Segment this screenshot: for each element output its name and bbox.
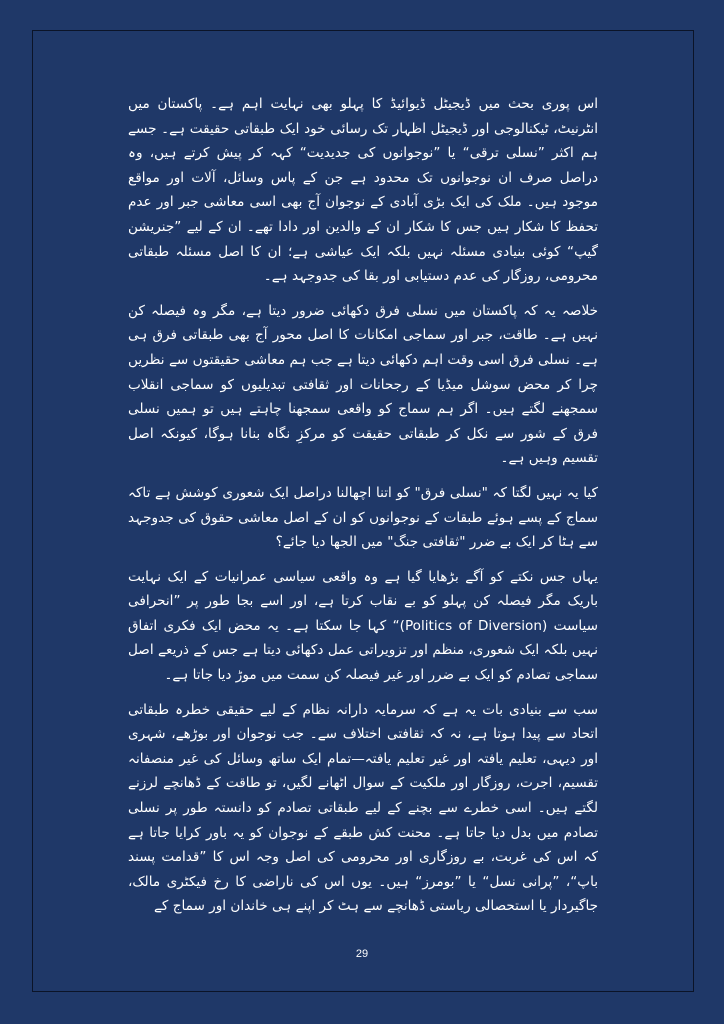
article-body xyxy=(128,92,598,929)
page-number: 29 xyxy=(355,948,369,960)
paragraph: یہاں جس نکتے کو آگے بڑھایا گیا ہے وہ واقعی سیاسی عمرانیات کے ایک نہایت باریک مگر فیصلہ کن پہلو کو بے نقاب کرتا ہے، اور اسے بجا طور پر ”انحرافی سیاست (Politics of Diversion)“ کہا جا سکتا ہے۔ یہ محض ایک فکری اتفاق نہیں بلکہ ایک شعوری، منظم اور تزویراتی عمل دکھائی دیتا ہے جس کے ذریعے اصل سماجی تصادم کو ایک بے ضرر اور غیر فیصلہ کن سمت میں موڑ دیا جاتا ہے۔ xyxy=(128,568,598,684)
paragraph: اس پوری بحث میں ڈیجیٹل ڈیوائیڈ کا پہلو بھی نہایت اہم ہے۔ پاکستان میں انٹرنیٹ، ٹیکنالوجی اور ڈیجیٹل اظہار تک رسائی خود ایک طبقاتی حقیقت ہے۔ جسے ہم اکثر ”نسلی ترقی“ یا ”نوجوانوں کی جدیدیت“ کہہ کر پیش کرتے ہیں، وہ دراصل صرف ان نوجوانوں تک محدود ہے جن کے پاس وسائل، آلات اور مواقع موجود ہیں۔ ملک کی ایک بڑی آبادی کے نوجوان آج بھی اسی معاشی جبر اور عدم تحفظ کا شکار ہیں جس کا شکار ان کے والدین اور دادا تھے۔ ان کے لیے ”جنریشن گیپ“ کوئی بنیادی مسئلہ نہیں بلکہ ایک عیاشی ہے؛ ان کا اصل مسئلہ طبقاتی محرومی، روزگار کی عدم دستیابی اور بقا کی جدوجہد ہے۔ xyxy=(128,96,598,285)
paragraph: سب سے بنیادی بات یہ ہے کہ سرمایہ دارانہ نظام کے لیے حقیقی خطرہ طبقاتی اتحاد سے پیدا ہوتا ہے، نہ کہ ثقافتی اختلاف سے۔ جب نوجوان اور بوڑھے، شہری اور دیہی، تعلیم یافتہ اور غیر تعلیم یافتہ—تمام ایک ساتھ وسائل کی غیر منصفانہ تقسیم، اجرت، روزگار اور ملکیت کے سوال اٹھانے لگیں، تو طاقت کے ڈھانچے لرزنے لگتے ہیں۔ اسی خطرے سے بچنے کے لیے طبقاتی تصادم کو دانستہ طور پر نسلی تصادم میں بدل دیا جاتا ہے۔ محنت کش طبقے کے نوجوان کو یہ باور کرایا جاتا ہے کہ اس کی غربت، بے روزگاری اور محرومی کی اصل وجہ اس کا ”قدامت پسند باپ“، ”پرانی نسل“ یا ”بومرز“ ہیں۔ یوں اس کی ناراضی کا رخ فیکٹری مالک، جاگیردار یا استحصالی ریاستی ڈھانچے سے ہٹ کر اپنے ہی خاندان اور سماج کے xyxy=(128,701,598,915)
paragraph: خلاصہ یہ کہ پاکستان میں نسلی فرق دکھائی ضرور دیتا ہے، مگر وہ فیصلہ کن نہیں ہے۔ طاقت، جبر اور سماجی امکانات کا اصل محور آج بھی طبقاتی فرق ہی ہے۔ نسلی فرق اسی وقت اہم دکھائی دیتا ہے جب ہم معاشی حقیقتوں سے نظریں چرا کر محض سوشل میڈیا کے رجحانات اور ثقافتی تبدیلیوں کو سماجی انقلاب سمجھنے لگتے ہیں۔ اگر ہم سماج کو واقعی سمجھنا چاہتے ہیں تو ہمیں نسلی فرق کے شور سے نکل کر طبقاتی حقیقت کو مرکزِ نگاہ بنانا ہوگا، کیونکہ اصل تقسیم وہیں ہے۔ xyxy=(128,302,598,467)
paragraph: کیا یہ نہیں لگتا کہ "نسلی فرق" کو اتنا اچھالنا دراصل ایک شعوری کوشش ہے تاکہ سماج کے پسے ہوئے طبقات کے نوجوانوں کو ان کے اصل معاشی حقوق کی جدوجہد سے ہٹا کر ایک بے ضرر "ثقافتی جنگ" میں الجھا دیا جائے؟ xyxy=(128,484,598,551)
